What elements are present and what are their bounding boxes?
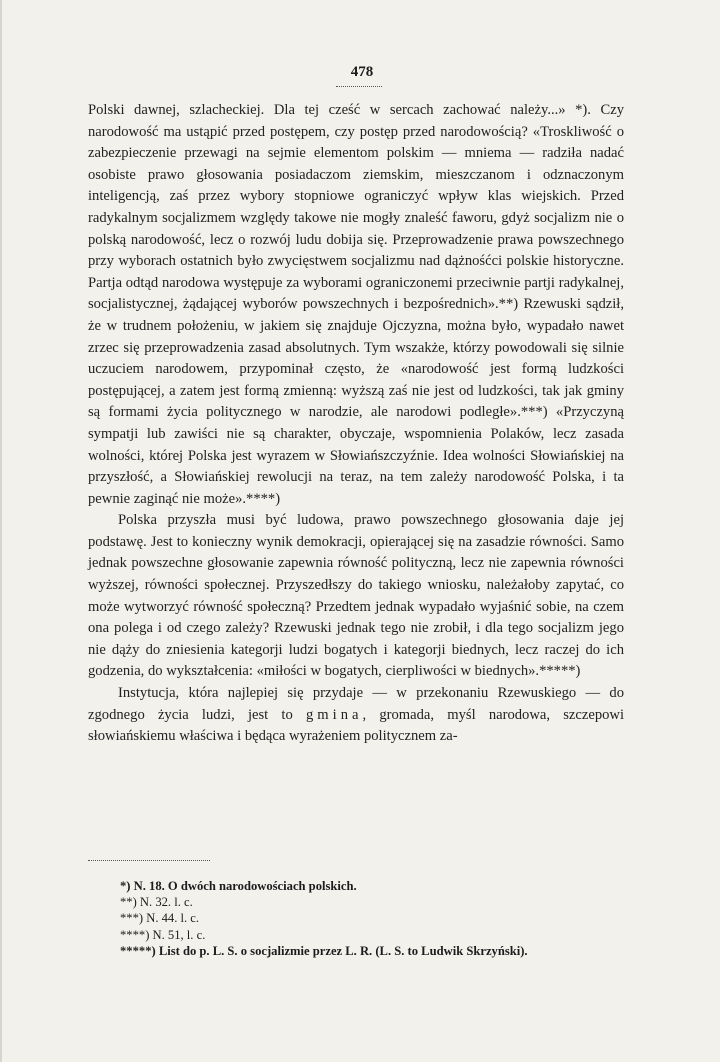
paragraph-3 [88,683,624,748]
footnote-3: ***) N. 44. l. c. [120,911,200,926]
footnote-4: ****) N. 51, l. c. [120,927,206,942]
footnote-separator [88,860,210,861]
paragraph-3-end: , gromada, myśl narodowa, szczepowi słowiańskiemu właściwa i będąca wyrażeniem politycznem za- [88,706,625,745]
footnotes [120,878,630,959]
footnote-2: **) N. 32. l. c. [120,895,193,910]
paragraph-3-start: Instytucja, która najlepiej się przydaje — w przekonaniu Rzewuskiego — do zgodnego życia ludzi, jest to [88,685,624,723]
footnote-5: *****) List do p. L. S. o socjalizmie przez L. R. (L. S. to Ludwik Skrzyński). [120,943,528,958]
page-number-rule [336,86,382,87]
paragraph-2: Polska przyszła musi być ludowa, prawo powszechnego głosowania daje jej podstawę. Jest to konieczny wynik demokracji, opierającej się na zasadzie równości. Samo jednak powszechne głosowanie zapewnia równość polityczną, lecz nie zapewnia równości wyższej, równości społecznej. Przyszedłszy do takiego wniosku, należałoby zapytać, co może wytworzyć równość społeczną? Przedtem jednak wypadało wyjaśnić sobie, na czem ona polega i od czego zależy? Rzewuski jednak tego nie zrobił, i dla tego socjalizm jego nie dąży do zniesienia kategorji ludzi bogatych i kategorji biednych, lecz raczej do ich godzenia, do wykształcenia: «miłości w bogatych, cierpliwości w biednych».*****) [88,512,624,680]
paragraph-1: Polski dawnej, szlacheckiej. Dla tej cześć w sercach zachować należy...» *). Czy narodowość ma ustąpić przed postępem, czy postęp przed narodowością? «Troskliwość o zabezpieczenie przewagi na sejmie elementom polskim — mniema — radziła nadać osobiste prawo głosowania posiadaczom ziemskim, mieszczanom i odznaczonym inteligencją, zaś przez wybory stopniowe ograniczyć wpływ klas wiejskich. Przed radykalnym socjalizmem względy takowe nie mogły znaleść faworu, gdyż socjalizm nie o polską narodowość, lecz o rozwój ludu dobija się. Przeprowadzenie prawa powszechnego przy wyborach ostatnich było zwycięstwem socjalizmu nad dążnośćci polskie historyczne. Partja odtąd narodowa występuje za wyborami ograniczonemi przeciwnie partji radykalnej, socjalistycznej, żądającej wyborów powszechnych i bezpośrednich».**) Rzewuski sądził, że w trudnem położeniu, w jakiem się znajduje Ojczyzna, można było, wypadało nawet zrzec się przeprowadzenia zasad absolutnych. Tym wszakże, którzy powodowali się silnie uczuciem narodowem, przypominał często, że «narodowość jest formą ludzkości postępującej, a zatem jest formą zmienną: wyższą zaś nie jest od ludzkości, tak jak gminy są formami życia politycznego w narodzie, ale narodowi podległe».***) «Przyczyną sympatji lub zawiści nie są charakter, obyczaje, wspomnienia Polaków, lecz zasada wolności, której Polska jest wyrazem w Słowiańszczyźnie. Idea wolności Słowiańskiej na przyszłość, a Słowiańskiej rewolucji na teraz, na tem zależy narodowość Polska, i ta pewnie zaginąć nie może».****) [88,102,624,507]
spaced-word-gmina: gmina [306,706,363,723]
page-number: 478 [350,64,374,80]
main-text [88,100,624,748]
footnote-1: *) N. 18. O dwóch narodowościach polskich. [120,879,357,893]
